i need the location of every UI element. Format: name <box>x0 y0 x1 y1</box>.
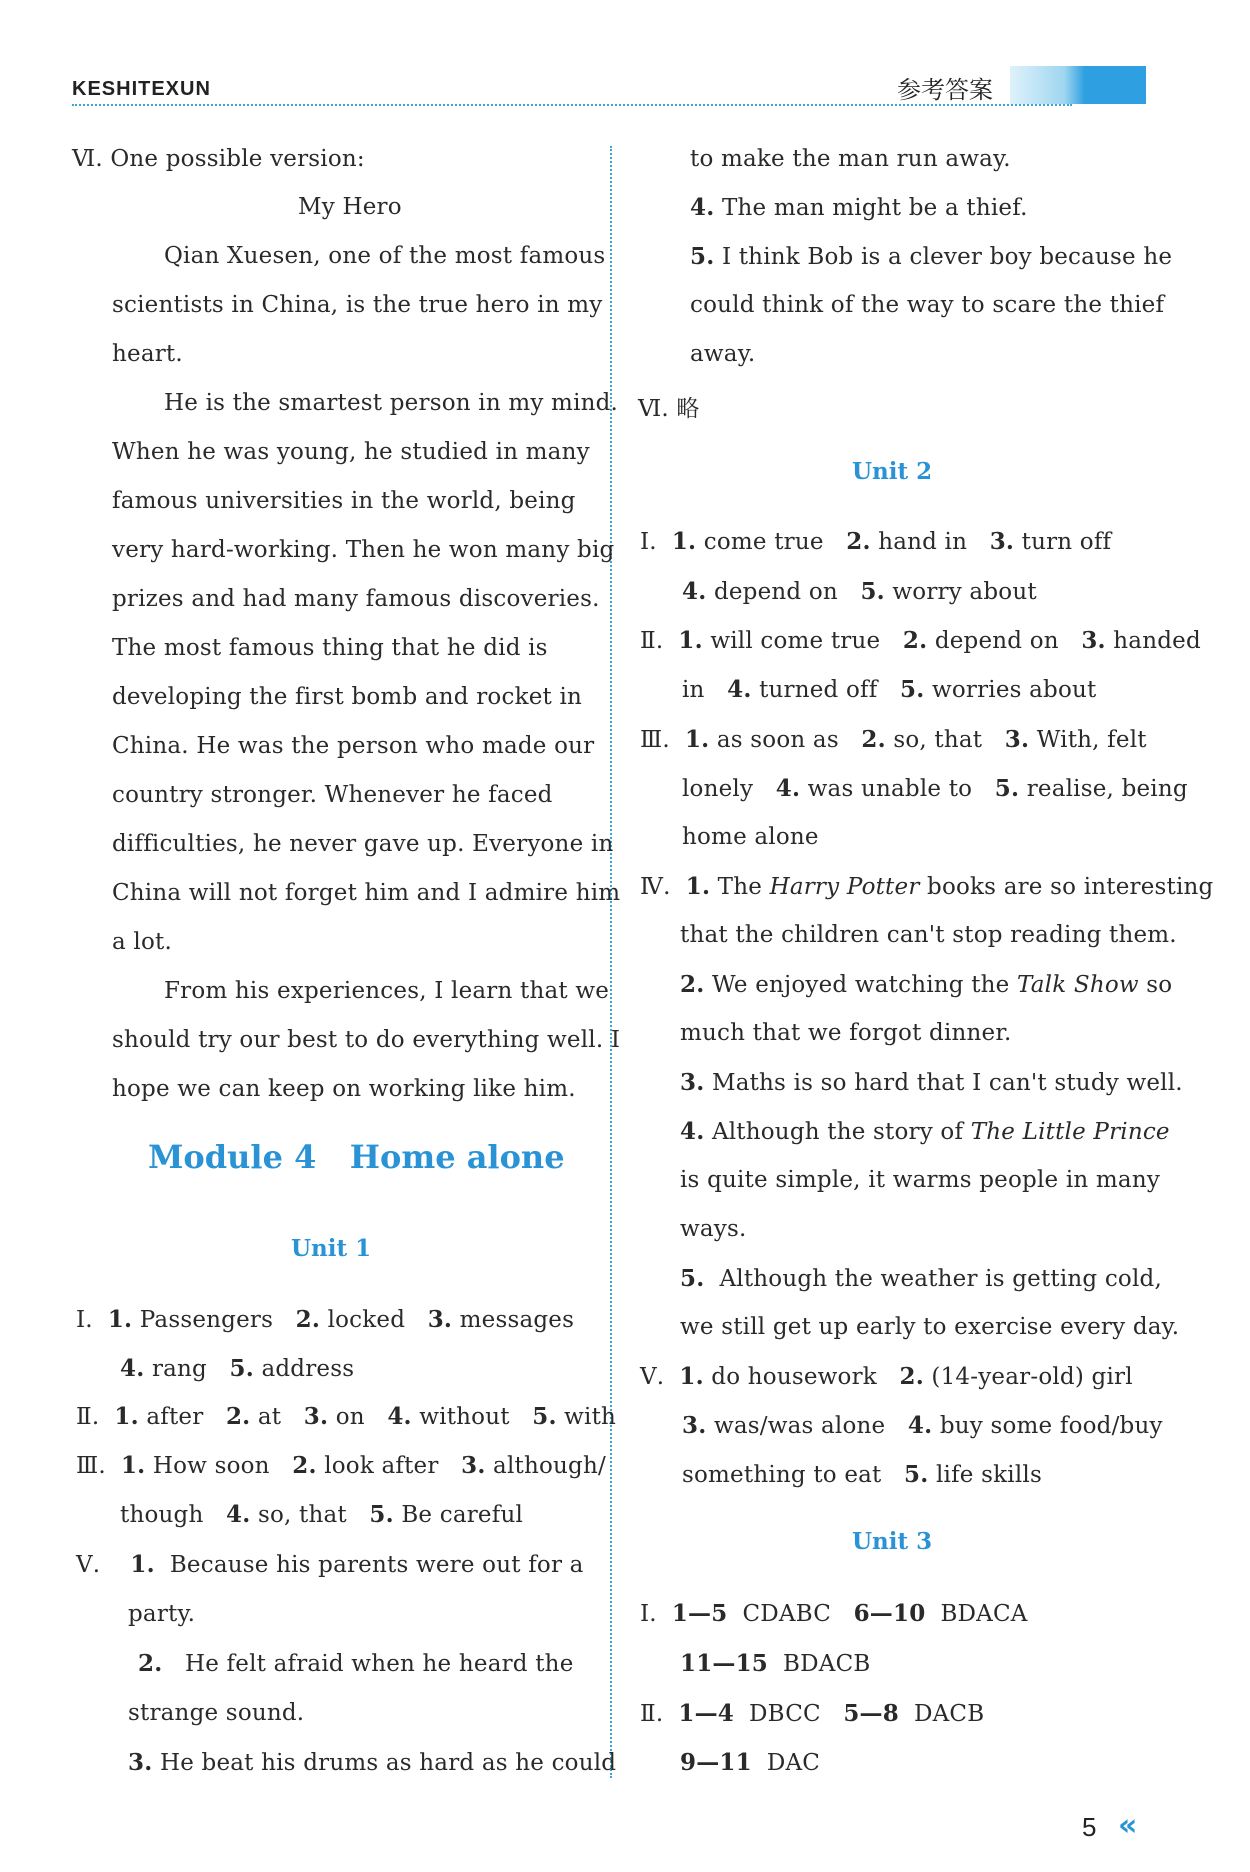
item-number: 1. <box>114 1403 139 1430</box>
answer: handed <box>1113 628 1201 654</box>
essay-line: When he was young, he studied in many <box>112 439 590 465</box>
u1-v-row4: strange sound. <box>128 1700 305 1726</box>
essay-line: developing the first bomb and rocket in <box>112 684 583 710</box>
section-mark: Ⅱ. <box>640 628 664 654</box>
u2-iv-5a <box>680 1265 1162 1292</box>
answer: as soon as <box>716 727 839 753</box>
essay-line: China. He was the person who made our <box>112 733 595 759</box>
section-mark: Ⅰ. <box>76 1307 93 1333</box>
answer: buy some food/buy <box>939 1413 1163 1439</box>
section-vi-omitted: Ⅵ. 略 <box>638 396 700 422</box>
item-number: 4. <box>226 1501 251 1528</box>
item-number: 3. <box>1081 627 1106 654</box>
u2-iv-1b: that the children can't stop reading them. <box>680 922 1177 948</box>
answer: depend on <box>713 579 838 605</box>
answer: He felt afraid when he heard the <box>184 1651 574 1677</box>
answer: He beat his drums as hard as he could <box>159 1750 617 1776</box>
item-number: 2. <box>295 1306 321 1333</box>
item-number: 5. <box>680 1265 705 1292</box>
u2-ii-row1 <box>640 627 1201 654</box>
answer: so, that <box>257 1502 347 1528</box>
item-number: 5. <box>229 1355 254 1382</box>
u1-v-row3 <box>138 1650 574 1677</box>
module-number: Module 4 <box>148 1138 317 1176</box>
answer: in <box>682 677 705 703</box>
item-number: 1. <box>130 1551 155 1578</box>
item-number: 1. <box>684 726 710 753</box>
item-number: 2. <box>902 627 928 654</box>
answer: worries about <box>931 677 1097 703</box>
u1-iii-row1 <box>76 1452 606 1479</box>
u2-iv-1a <box>640 873 1213 900</box>
u2-iii-row1 <box>640 726 1147 753</box>
section-mark: Ⅱ. <box>640 1701 664 1727</box>
item-number: 4. <box>907 1412 933 1439</box>
item-number: 2. <box>861 726 886 753</box>
essay-line: difficulties, he never gave up. Everyone in <box>112 831 614 857</box>
answer: without <box>419 1404 510 1430</box>
u2-i-row1 <box>640 528 1111 555</box>
answer: rang <box>151 1356 207 1382</box>
answer: Because his parents were out for a <box>169 1552 584 1578</box>
header-title: 参考答案 <box>897 76 993 104</box>
essay-line: country stronger. Whenever he faced <box>112 782 553 808</box>
answer: so <box>1146 972 1173 998</box>
section-mark: Ⅲ. <box>640 727 670 753</box>
item-number: 3. <box>682 1412 707 1439</box>
page-number: 5 <box>1082 1812 1097 1842</box>
u2-iv-2b: much that we forgot dinner. <box>680 1020 1012 1046</box>
book-title: The Little Prince <box>970 1119 1170 1145</box>
section-mark: Ⅰ. <box>640 1601 657 1627</box>
answer: turn off <box>1021 529 1112 555</box>
v4-line <box>690 194 1028 221</box>
u2-iv-4c: ways. <box>680 1216 747 1242</box>
v3-continued: to make the man run away. <box>690 146 1011 172</box>
answer: DACB <box>913 1701 985 1727</box>
item-number: 4. <box>775 775 801 802</box>
essay-line: China will not forget him and I admire him <box>112 880 621 906</box>
item-number: 3. <box>128 1749 153 1776</box>
essay-line: He is the smartest person in my mind. <box>164 390 619 416</box>
u1-v-row5 <box>128 1749 616 1776</box>
answer: lonely <box>682 776 754 802</box>
answer: with <box>564 1404 617 1430</box>
u2-v-row2 <box>682 1412 1163 1439</box>
range: 5—8 <box>843 1700 899 1727</box>
item-number: 3. <box>303 1403 329 1430</box>
answer: so, that <box>893 727 983 753</box>
essay-line: famous universities in the world, being <box>112 488 576 514</box>
item-number: 4. <box>680 1118 705 1145</box>
answer: something to eat <box>682 1462 882 1488</box>
v5-line1 <box>690 243 1172 270</box>
item-number: 3. <box>1004 726 1030 753</box>
essay-line: From his experiences, I learn that we <box>164 978 610 1004</box>
section-mark: Ⅴ. <box>640 1364 665 1390</box>
item-number: 5. <box>369 1501 394 1528</box>
u2-i-row2 <box>682 578 1037 605</box>
item-number: 5. <box>994 775 1020 802</box>
book-title: Harry Potter <box>769 874 920 900</box>
u3-ii-row2 <box>680 1749 820 1776</box>
answer: books are so interesting <box>927 874 1214 900</box>
u2-ii-row2 <box>682 676 1096 703</box>
unit2-heading: Unit 2 <box>852 458 933 485</box>
item-number: 4. <box>120 1355 145 1382</box>
essay-line: scientists in China, is the true hero in my <box>112 292 603 318</box>
u2-v-row3 <box>682 1461 1042 1488</box>
answer: after <box>146 1404 204 1430</box>
essay-line: prizes and had many famous discoveries. <box>112 586 600 612</box>
item-number: 1. <box>120 1452 146 1479</box>
u2-iv-4b: is quite simple, it warms people in many <box>680 1167 1161 1193</box>
range: 11—15 <box>680 1650 769 1677</box>
answer: How soon <box>152 1453 270 1479</box>
item-number: 1. <box>679 1363 704 1390</box>
answer: Although the weather is getting cold, <box>719 1266 1162 1292</box>
u3-i-row2 <box>680 1650 871 1677</box>
essay-line: heart. <box>112 341 183 367</box>
answer: The <box>717 874 763 900</box>
u2-iv-5b: we still get up early to exercise every day. <box>680 1314 1180 1340</box>
section-mark: Ⅳ. <box>640 874 671 900</box>
item-number: 4. <box>682 578 707 605</box>
header-band <box>1010 66 1146 104</box>
u1-i-row1 <box>76 1306 574 1333</box>
item-number: 4. <box>387 1403 412 1430</box>
item-number: 1. <box>685 873 711 900</box>
u1-v-row1 <box>76 1551 584 1578</box>
u2-iii-row2 <box>682 775 1188 802</box>
essay-title: My Hero <box>298 194 402 220</box>
section-mark: Ⅲ. <box>76 1453 106 1479</box>
u1-i-row2 <box>120 1355 354 1382</box>
answer: life skills <box>935 1462 1042 1488</box>
answer: We enjoyed watching the <box>711 972 1010 998</box>
answer: BDACA <box>940 1601 1028 1627</box>
answer: will come true <box>710 628 881 654</box>
unit1-heading: Unit 1 <box>291 1235 372 1262</box>
u2-iv-4a <box>680 1118 1170 1145</box>
u3-ii-row1 <box>640 1700 984 1727</box>
u2-iv-3 <box>680 1069 1183 1096</box>
u2-iii-row3: home alone <box>682 824 819 850</box>
item-number: 3. <box>680 1069 705 1096</box>
answer: was/was alone <box>713 1413 886 1439</box>
item-number: 3. <box>989 528 1015 555</box>
answer: Although the story of <box>711 1119 964 1145</box>
item-number: 5. <box>900 676 925 703</box>
item-number: 2. <box>680 971 705 998</box>
range: 9—11 <box>680 1749 752 1776</box>
u1-ii-row <box>76 1403 616 1430</box>
answer: DBCC <box>749 1701 821 1727</box>
item-number: 4. <box>690 194 715 221</box>
essay-line: The most famous thing that he did is <box>112 635 548 661</box>
essay-line: Qian Xuesen, one of the most famous <box>164 243 606 269</box>
item-number: 5. <box>690 243 715 270</box>
answer: CDABC <box>742 1601 832 1627</box>
section-mark: Ⅱ. <box>76 1404 100 1430</box>
answer: messages <box>459 1307 575 1333</box>
answer: come true <box>703 529 824 555</box>
range: 1—4 <box>678 1700 734 1727</box>
item-number: 5. <box>860 578 885 605</box>
answer: do housework <box>711 1364 877 1390</box>
answer: Maths is so hard that I can't study well. <box>711 1070 1183 1096</box>
item-number: 2. <box>138 1650 163 1677</box>
header-divider <box>72 104 1072 106</box>
answer: depend on <box>934 628 1059 654</box>
u3-i-row1 <box>640 1600 1028 1627</box>
item-number: 2. <box>899 1363 924 1390</box>
item-number: 1. <box>107 1306 133 1333</box>
u1-v-row2: party. <box>128 1601 196 1627</box>
answer: BDACB <box>783 1651 871 1677</box>
answer: though <box>120 1502 204 1528</box>
answer: DAC <box>766 1750 821 1776</box>
answer: Be careful <box>401 1502 524 1528</box>
answer: realise, being <box>1026 776 1188 802</box>
v5-line3: away. <box>690 341 756 367</box>
answer: turned off <box>759 677 878 703</box>
section-mark: Ⅰ. <box>640 529 657 555</box>
answer: Passengers <box>139 1307 274 1333</box>
answer: I think Bob is a clever boy because he <box>721 244 1173 270</box>
answer: was unable to <box>807 776 973 802</box>
essay-line: very hard-working. Then he won many big <box>112 537 615 563</box>
module-name: Home alone <box>349 1138 565 1176</box>
u1-iii-row2 <box>120 1501 523 1528</box>
module-heading <box>148 1138 565 1176</box>
essay-line: should try our best to do everything well. I <box>112 1027 621 1053</box>
item-number: 4. <box>727 676 752 703</box>
range: 1—5 <box>671 1600 728 1627</box>
essay-line: a lot. <box>112 929 172 955</box>
v5-line2: could think of the way to scare the thief <box>690 292 1165 318</box>
double-chevron-left-icon: « <box>1118 1808 1138 1843</box>
header-brand: KESHITEXUN <box>72 78 211 100</box>
answer: hand in <box>878 529 968 555</box>
item-number: 3. <box>461 1452 486 1479</box>
item-number: 1. <box>678 627 703 654</box>
answer: address <box>261 1356 355 1382</box>
u2-v-row1 <box>640 1363 1133 1390</box>
range: 6—10 <box>853 1600 926 1627</box>
answer: locked <box>327 1307 406 1333</box>
answer: (14-year-old) girl <box>931 1364 1133 1390</box>
unit3-heading: Unit 3 <box>852 1528 933 1555</box>
item-number: 5. <box>904 1461 929 1488</box>
answer: on <box>335 1404 365 1430</box>
item-number: 1. <box>671 528 697 555</box>
item-number: 3. <box>427 1306 453 1333</box>
item-number: 2. <box>846 528 871 555</box>
u2-iv-2a <box>680 971 1172 998</box>
show-title: Talk Show <box>1017 972 1139 998</box>
answer: look after <box>324 1453 439 1479</box>
item-number: 2. <box>292 1452 317 1479</box>
item-number: 2. <box>225 1403 251 1430</box>
item-number: 5. <box>532 1403 557 1430</box>
answer: at <box>257 1404 282 1430</box>
section-mark: Ⅴ. <box>76 1552 101 1578</box>
answer: With, felt <box>1036 727 1147 753</box>
answer: worry about <box>892 579 1037 605</box>
essay-line: hope we can keep on working like him. <box>112 1076 576 1102</box>
section-vi-heading: Ⅵ. One possible version: <box>72 146 365 172</box>
answer: The man might be a thief. <box>721 195 1028 221</box>
answer: although/ <box>493 1453 606 1479</box>
